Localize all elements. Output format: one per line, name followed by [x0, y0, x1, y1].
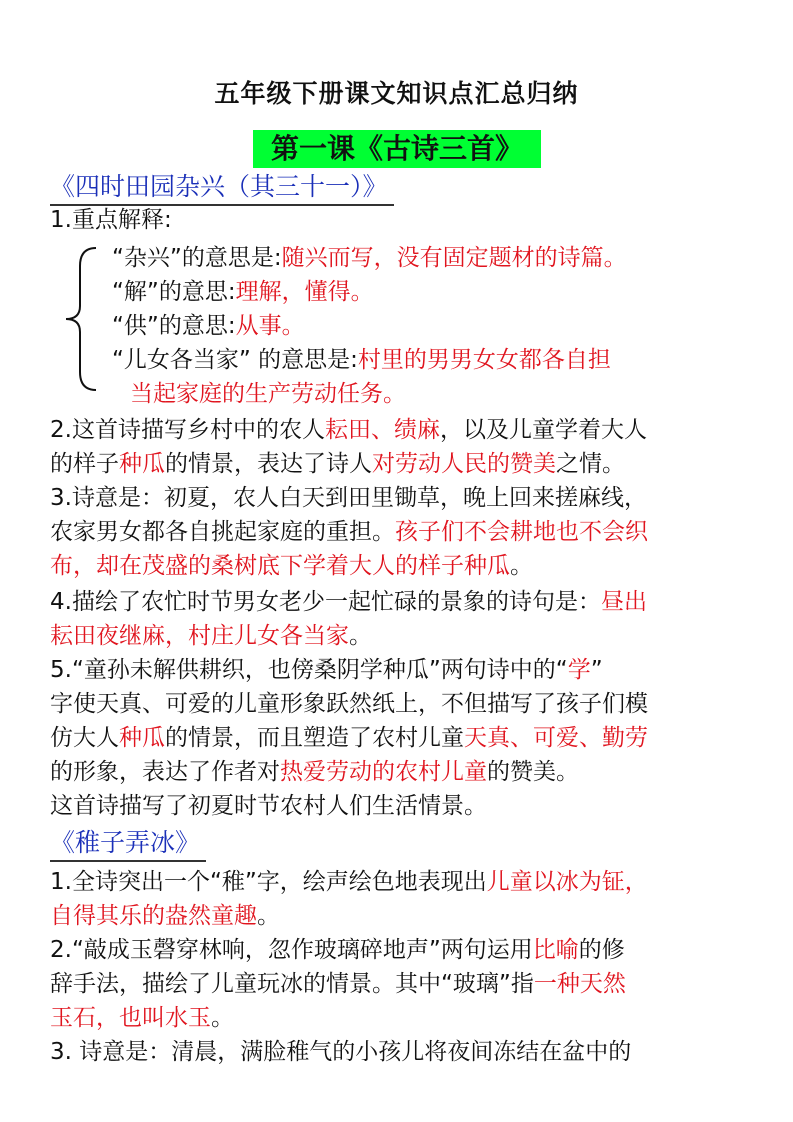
paragraph-line: 玉石，也叫水玉。	[50, 1005, 234, 1031]
poem-title-1: 《四时田园杂兴（其三十一）》	[50, 170, 394, 206]
paragraph-line: 4.描绘了农忙时节男女老少一起忙碌的景象的诗句是：昼出	[50, 589, 647, 615]
definition-item: “儿女各当家” 的意思是:村里的男男女女都各自担	[112, 347, 611, 373]
definition-item: “杂兴”的意思是:随兴而写，没有固定题材的诗篇。	[112, 245, 627, 271]
paragraph-line: 1.全诗突出一个“稚”字，绘声绘色地表现出儿童以冰为钲，	[50, 869, 648, 895]
page-title: 五年级下册课文知识点汇总归纳	[214, 79, 579, 108]
paragraph-line: 3.诗意是：初夏，农人白天到田里锄草，晚上回来搓麻线，	[50, 485, 647, 511]
paragraph-line: 这首诗描写了初夏时节农村人们生活情景。	[50, 793, 487, 819]
poem-title-2: 《稚子弄冰》	[50, 826, 206, 862]
paragraph-line: 2.“敲成玉磬穿林响，忽作玻璃碎地声”两句运用比喻的修	[50, 937, 625, 963]
paragraph-line: 的样子种瓜的情景，表达了诗人对劳动人民的赞美之情。	[50, 451, 625, 477]
paragraph-line: 辞手法，描绘了儿童玩冰的情景。其中“玻璃”指一种天然	[50, 971, 626, 997]
heading-key-explanations: 1.重点解释:	[50, 207, 172, 233]
paragraph-line: 5.“童孙未解供耕织，也傍桑阴学种瓜”两句诗中的“学”	[50, 657, 603, 683]
paragraph-line: 字使天真、可爱的儿童形象跃然纸上，不但描写了孩子们模	[50, 691, 648, 717]
paragraph-line: 自得其乐的盎然童趣。	[50, 903, 280, 929]
paragraph-line: 耘田夜继麻，村庄儿女各当家。	[50, 623, 372, 649]
lesson-label: 第一课《古诗三首》	[253, 130, 541, 168]
paragraph-line: 仿大人种瓜的情景，而且塑造了农村儿童天真、可爱、勤劳	[50, 725, 648, 751]
definition-item: “解”的意思:理解，懂得。	[112, 279, 374, 305]
paragraph-line: 农家男女都各自挑起家庭的重担。孩子们不会耕地也不会织	[50, 519, 648, 545]
paragraph-line: 3. 诗意是：清晨，满脸稚气的小孩儿将夜间冻结在盆中的	[50, 1039, 632, 1065]
paragraph-line: 的形象，表达了作者对热爱劳动的农村儿童的赞美。	[50, 759, 579, 785]
definition-item: “供”的意思:从事。	[112, 313, 305, 339]
paragraph-line: 布，却在茂盛的桑树底下学着大人的样子种瓜。	[50, 553, 533, 579]
definition-continuation: 当起家庭的生产劳动任务。	[130, 381, 406, 407]
brace-icon	[62, 244, 102, 394]
paragraph-line: 2.这首诗描写乡村中的农人耘田、绩麻，以及儿童学着大人	[50, 417, 647, 443]
